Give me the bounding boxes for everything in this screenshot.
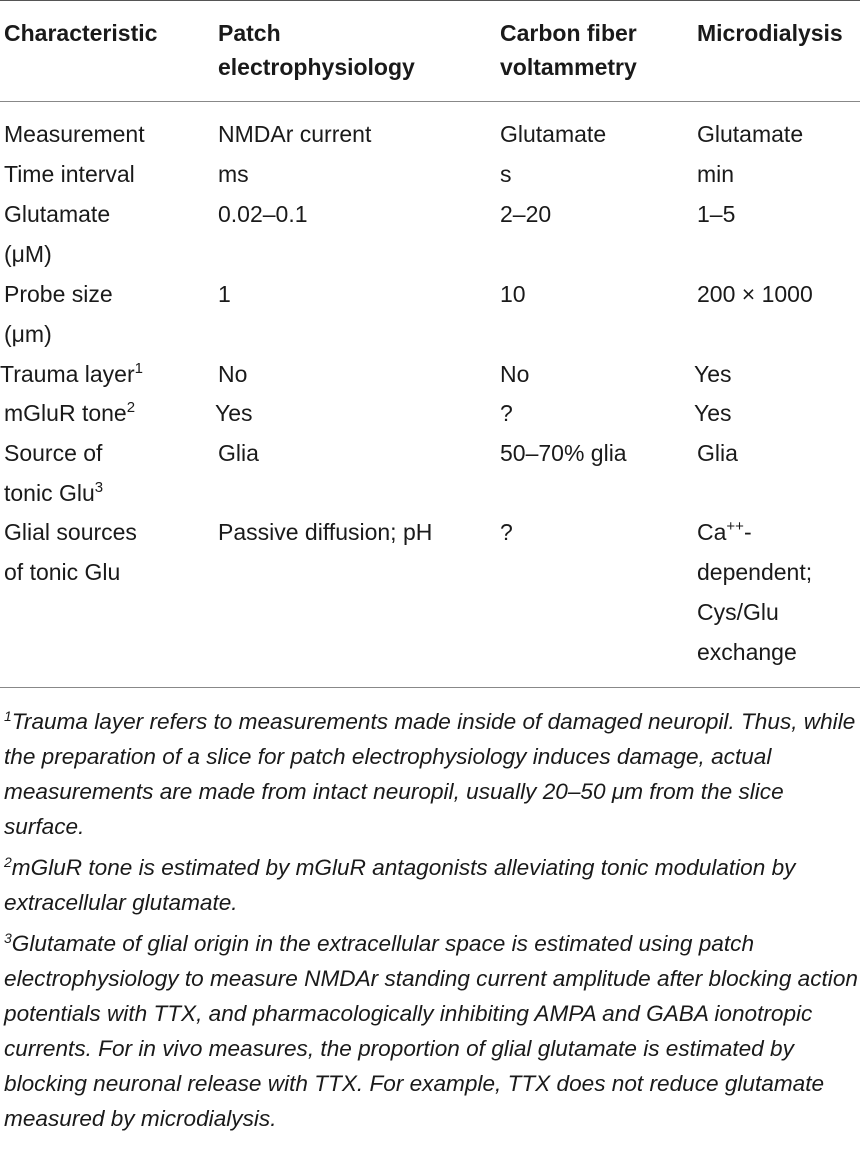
row-trauma-layer-label-cell bbox=[0, 354, 143, 394]
table-bottom-rule bbox=[0, 687, 860, 688]
row-time-interval-patch: ms bbox=[218, 161, 249, 187]
row-source-tonic-glu-label-cell bbox=[4, 433, 103, 513]
row-glutamate-patch: 0.02–0.1 bbox=[218, 201, 308, 227]
row-probe-size-carbon: 10 bbox=[500, 281, 526, 307]
table-top-rule bbox=[0, 0, 860, 1]
header-characteristic: Characteristic bbox=[4, 20, 158, 46]
row-mglur-tone-label: mGluR tone bbox=[4, 400, 127, 426]
footnote-ref-3: 3 bbox=[94, 479, 104, 496]
footnote-2-mark: 2 bbox=[4, 854, 12, 870]
row-glial-sources-label: Glial sources of tonic Glu bbox=[4, 519, 137, 585]
row-mglur-tone-micro: Yes bbox=[694, 400, 732, 426]
row-mglur-tone-label-cell bbox=[4, 393, 135, 433]
row-source-tonic-glu-carbon: 50–70% glia bbox=[500, 440, 627, 466]
row-glial-sources-micro-prefix: Ca bbox=[697, 519, 727, 545]
row-probe-size-label: Probe size (μm) bbox=[4, 281, 113, 347]
row-glutamate-label: Glutamate (μM) bbox=[4, 201, 111, 267]
row-glial-sources-micro-cell bbox=[697, 512, 812, 672]
row-glutamate-carbon: 2–20 bbox=[500, 201, 552, 227]
footnote-ref-1: 1 bbox=[134, 360, 143, 377]
row-glutamate-micro: 1–5 bbox=[697, 201, 736, 227]
row-source-tonic-glu-patch: Glia bbox=[218, 440, 259, 466]
footnote-3 bbox=[4, 926, 860, 1136]
row-time-interval-carbon: s bbox=[500, 161, 512, 187]
footnote-3-text: Glutamate of glial origin in the extracellular space is estimated using patch electrophysiology to measure NMDAr standing current amplitude after blocking action potentials with TTX, and pharmacologically inhibiting AMPA and GABA ionotropic currents. For in vivo measures, the proportion of glial glutamate is estimated by blocking neuronal release with TTX. For example, TTX does not reduce glutamate measured by microdialysis. bbox=[4, 931, 858, 1131]
row-trauma-layer-label: Trauma layer bbox=[0, 361, 135, 387]
row-mglur-tone-carbon: ? bbox=[500, 400, 513, 426]
footnote-ref-2: 2 bbox=[126, 399, 136, 416]
header-carbon-fiber-voltammetry: Carbon fiber voltammetry bbox=[500, 20, 637, 80]
row-time-interval-label: Time interval bbox=[4, 161, 135, 187]
footnote-1 bbox=[4, 704, 860, 844]
row-trauma-layer-patch: No bbox=[218, 361, 248, 387]
row-time-interval-micro: min bbox=[697, 161, 735, 187]
header-microdialysis: Microdialysis bbox=[697, 20, 843, 46]
row-probe-size-micro: 200 × 1000 bbox=[697, 281, 813, 307]
row-source-tonic-glu-micro: Glia bbox=[697, 440, 738, 466]
row-glial-sources-micro-superscript: ++ bbox=[726, 518, 744, 535]
row-probe-size-patch: 1 bbox=[218, 281, 231, 307]
row-mglur-tone-patch: Yes bbox=[215, 400, 253, 426]
row-glial-sources-patch: Passive diffusion; pH bbox=[218, 519, 433, 545]
row-measurement-patch: NMDAr current bbox=[218, 121, 372, 147]
row-glial-sources-carbon: ? bbox=[500, 519, 513, 545]
footnote-2 bbox=[4, 850, 860, 920]
footnote-1-mark: 1 bbox=[4, 708, 12, 724]
footnote-2-text: mGluR tone is estimated by mGluR antagonists alleviating tonic modulation by extracellular glutamate. bbox=[4, 855, 796, 915]
row-measurement-micro: Glutamate bbox=[697, 121, 804, 147]
row-source-tonic-glu-label: Source of tonic Glu bbox=[4, 440, 103, 506]
header-patch-electrophysiology: Patch electrophysiology bbox=[218, 20, 415, 80]
row-measurement-label: Measurement bbox=[4, 121, 145, 147]
row-measurement-carbon: Glutamate bbox=[500, 121, 607, 147]
footnote-3-mark: 3 bbox=[4, 930, 12, 946]
header-divider-rule bbox=[0, 101, 860, 102]
row-trauma-layer-carbon: No bbox=[500, 361, 530, 387]
row-glial-sources-micro: - dependent; Cys/Glu exchange bbox=[697, 519, 813, 665]
row-trauma-layer-micro: Yes bbox=[694, 361, 732, 387]
footnote-1-text: Trauma layer refers to measurements made inside of damaged neuropil. Thus, while the preparation of a slice for patch electrophysiology induces damage, actual measurements are made from intact neuropil, usually 20–50 μm from the slice surface. bbox=[4, 709, 856, 839]
